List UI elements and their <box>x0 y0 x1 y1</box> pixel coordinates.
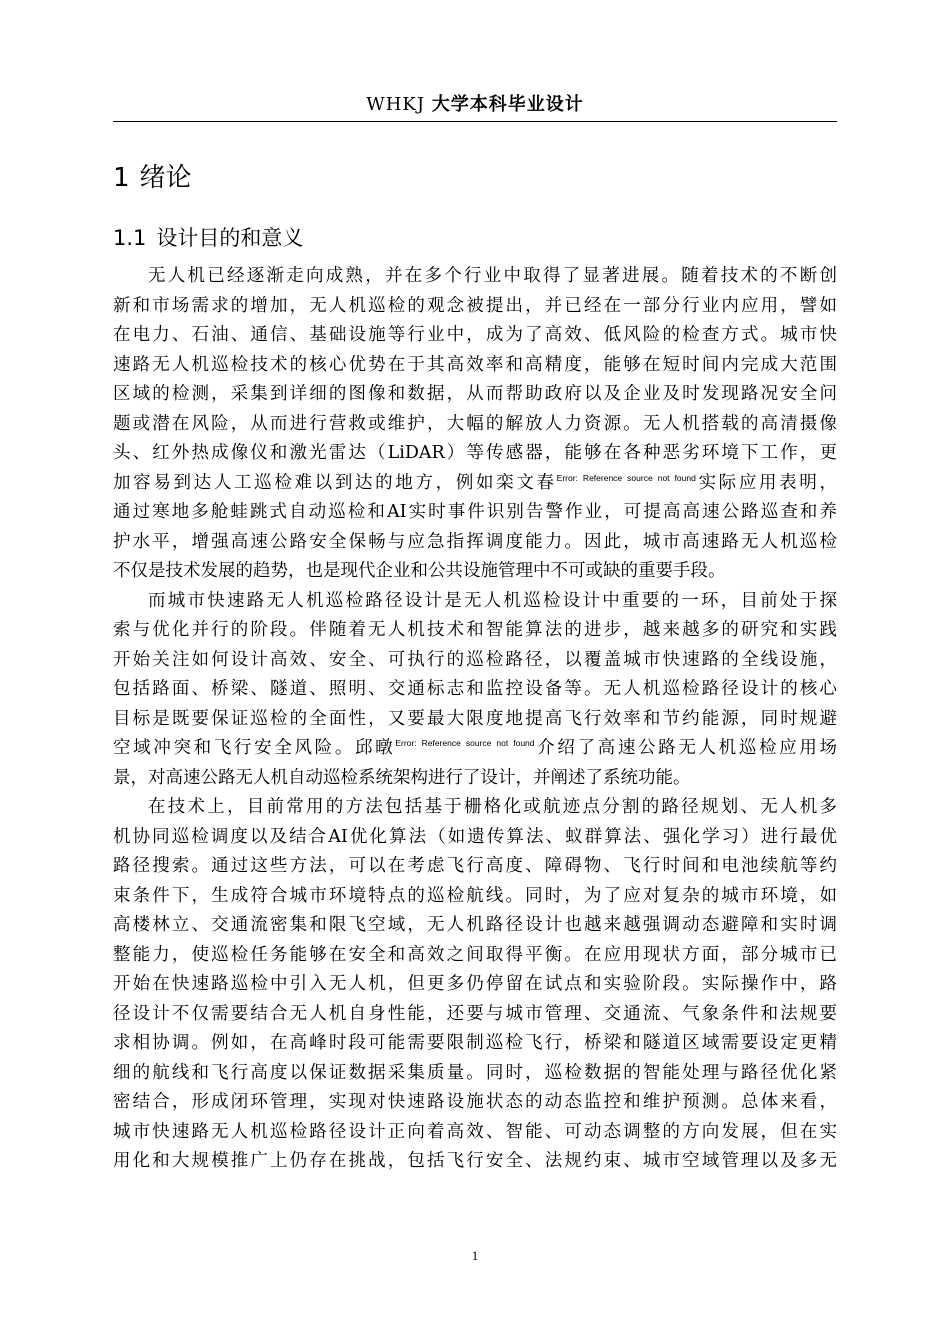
page-number: 1 <box>471 1248 479 1263</box>
paragraph-3 <box>113 793 837 1177</box>
body-text <box>113 262 837 1177</box>
paragraph-line: 求相协调。例如，在高峰时段可能需要限制巡检飞行，桥梁和隧道区域需要设定更精 <box>113 1033 837 1053</box>
chapter-title-text: 绪论 <box>139 163 192 193</box>
paragraph-line-with-citation <box>113 469 837 499</box>
paragraph-line: 径设计不仅需要结合无人机自身性能，还要与城市管理、交通流、气象条件和法规要 <box>113 1003 837 1024</box>
section-number: 1.1 <box>113 226 147 250</box>
paragraph-line: 不仅是技术发展的趋势，也是现代企业和公共设施管理中不可或缺的重要手段。 <box>113 561 726 581</box>
header-cjk: 大学本科毕业设计 <box>431 94 584 115</box>
paragraph-line: 在技术上，目前常用的方法包括基于栅格化或航迹点分割的路径规划、无人机多 <box>148 797 837 817</box>
paragraph-line: 细的航线和飞行高度以保证数据采集质量。同时，巡检数据的智能处理与路径优化紧 <box>113 1062 837 1083</box>
chapter-title <box>113 160 192 196</box>
chapter-number: 1 <box>113 163 130 193</box>
header-rule <box>113 121 837 122</box>
citation-line-before: 加容易到达人工巡检难以到达的地方，例如栾文春 <box>113 472 557 493</box>
paragraph-line: 索与优化并行的阶段。伴随着无人机技术和智能算法的进步，越来越多的研究和实践 <box>113 620 837 640</box>
paragraph-line: 路径搜索。通过这些方法，可以在考虑飞行高度、障碍物、飞行时间和电池续航等约 <box>113 856 837 876</box>
citation-error[interactable]: Error: Reference source not found <box>556 472 696 483</box>
citation-error[interactable]: Error: Reference source not found <box>395 738 535 748</box>
paragraph-line: 通过寒地多舱蛙跳式自动巡检和AI实时事件识别告警作业，可提高高速公路巡查和养 <box>113 502 837 522</box>
header-latin: WHKJ <box>366 94 426 115</box>
paragraph-line: 目标是既要保证巡检的全面性，又要最大限度地提高飞行效率和节约能源，同时规避 <box>113 708 837 729</box>
paragraph-line-with-citation <box>113 734 837 764</box>
paragraph-line: 用化和大规模推广上仍存在挑战，包括飞行安全、法规约束、城市空域管理以及多无 <box>113 1151 837 1171</box>
paragraph-line: 城市快速路无人机巡检路径设计正向着高效、智能、可动态调整的方向发展，但在实 <box>113 1121 837 1142</box>
paragraph-line: 景，对高速公路无人机自动巡检系统架构进行了设计，并阐述了系统功能。 <box>113 767 691 788</box>
paragraph-line: 包括路面、桥梁、隧道、照明、交通标志和监控设备等。无人机巡检路径设计的核心 <box>113 679 837 699</box>
paragraph-line: 开始在快速路巡检中引入无人机，但更多仍停留在试点和实验阶段。实际操作中，路 <box>113 974 837 994</box>
paragraph-line: 而城市快速路无人机巡检路径设计是无人机巡检设计中重要的一环，目前处于探 <box>148 590 837 611</box>
paragraph-line: 区域的检测，采集到详细的图像和数据，从而帮助政府以及企业及时发现路况安全问 <box>113 384 837 404</box>
citation-line-after: 介绍了高速公路无人机巡检应用场 <box>534 738 838 758</box>
citation-line-after: 实际应用表明， <box>695 472 838 493</box>
paragraph-1 <box>113 262 837 587</box>
paragraph-line: 题或潜在风险，从而进行营救或维护，大幅的解放人力资源。无人机搭载的高清摄像 <box>113 413 837 434</box>
paragraph-line: 护水平，增强高速公路安全保畅与应急指挥调度能力。因此，城市高速路无人机巡检 <box>113 531 837 552</box>
paragraph-line: 头、红外热成像仪和激光雷达（LiDAR）等传感器，能够在各种恶劣环境下工作，更 <box>113 443 837 463</box>
paragraph-line: 高楼林立、交通流密集和限飞空域，无人机路径设计也越来越强调动态避障和实时调 <box>113 915 837 935</box>
running-header <box>113 92 837 118</box>
paragraph-2 <box>113 587 837 794</box>
paragraph-line: 在电力、石油、通信、基础设施等行业中，成为了高效、低风险的检查方式。城市快 <box>113 325 837 345</box>
paragraph-line: 开始关注如何设计高效、安全、可执行的巡检路径，以覆盖城市快速路的全线设施， <box>113 649 837 670</box>
paragraph-line: 束条件下，生成符合城市环境特点的巡检航线。同时，为了应对复杂的城市环境，如 <box>113 885 837 906</box>
section-title <box>113 223 303 253</box>
paragraph-line: 无人机已经逐渐走向成熟，并在多个行业中取得了显著进展。随着技术的不断创 <box>148 266 837 286</box>
paragraph-line: 机协同巡检调度以及结合AI优化算法（如遗传算法、蚁群算法、强化学习）进行最优 <box>113 826 837 847</box>
paragraph-line: 密结合，形成闭环管理，实现对快速路设施状态的动态监控和维护预测。总体来看， <box>113 1092 837 1112</box>
section-title-text: 设计目的和意义 <box>156 226 304 250</box>
citation-line-before: 空域冲突和飞行安全风险。邱暾 <box>113 738 396 758</box>
paragraph-line: 整能力，使巡检任务能够在安全和高效之间取得平衡。在应用现状方面，部分城市已 <box>113 944 837 965</box>
paragraph-line: 新和市场需求的增加，无人机巡检的观念被提出，并已经在一部分行业内应用，譬如 <box>113 295 837 316</box>
paragraph-line: 速路无人机巡检技术的核心优势在于其高效率和高精度，能够在短时间内完成大范围 <box>113 354 837 375</box>
